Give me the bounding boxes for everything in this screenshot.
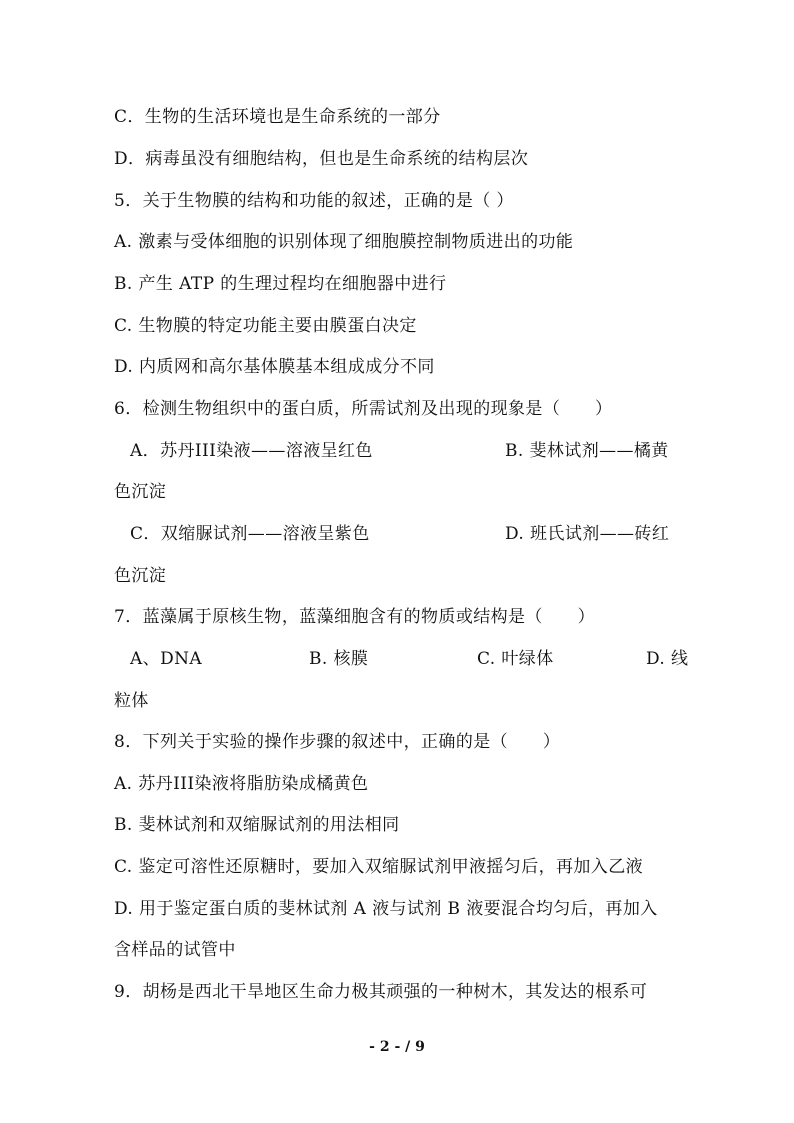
q9-stem: 9．胡杨是西北干旱地区生命力极其顽强的一种树木，其发达的根系可 bbox=[114, 982, 648, 1002]
q8-option-d: D. 用于鉴定蛋白质的斐林试剂 A 液与试剂 B 液要混合均匀后，再加入 bbox=[114, 899, 658, 919]
q6-stem: 6．检测生物组织中的蛋白质，所需试剂及出现的现象是（ ） bbox=[114, 399, 613, 419]
q8-stem: 8．下列关于实验的操作步骤的叙述中，正确的是（ ） bbox=[114, 732, 561, 752]
page-number: - 2 - / 9 bbox=[369, 1039, 425, 1055]
q5-stem: 5．关于生物膜的结构和功能的叙述，正确的是（ ） bbox=[114, 191, 514, 211]
q5-option-d: D. 内质网和高尔基体膜基本组成成分不同 bbox=[114, 357, 435, 377]
q4-option-c: C．生物的生活环境也是生命系统的一部分 bbox=[114, 107, 441, 127]
q7-option-b: B. 核膜 bbox=[309, 649, 369, 669]
q8-option-c: C. 鉴定可溶性还原糖时，要加入双缩脲试剂甲液摇匀后，再加入乙液 bbox=[114, 857, 644, 877]
q5-option-a: A. 激素与受体细胞的识别体现了细胞膜控制物质进出的功能 bbox=[114, 232, 574, 252]
q8-option-d-continued: 含样品的试管中 bbox=[114, 940, 236, 960]
q7-option-c: C. 叶绿体 bbox=[477, 649, 554, 669]
q8-option-a: A. 苏丹III染液将脂肪染成橘黄色 bbox=[114, 774, 369, 794]
q6-option-d-continued: 色沉淀 bbox=[114, 566, 167, 586]
q7-option-d: D. 线 bbox=[646, 649, 689, 669]
q7-option-d-continued: 粒体 bbox=[114, 691, 149, 711]
q6-option-b-continued: 色沉淀 bbox=[114, 482, 167, 502]
q7-stem: 7．蓝藻属于原核生物，蓝藻细胞含有的物质或结构是（ ） bbox=[114, 607, 596, 627]
q5-option-b: B. 产生 ATP 的生理过程均在细胞器中进行 bbox=[114, 274, 447, 294]
q4-option-d: D．病毒虽没有细胞结构，但也是生命系统的结构层次 bbox=[114, 149, 529, 169]
q5-option-c: C. 生物膜的特定功能主要由膜蛋白决定 bbox=[114, 316, 417, 336]
q6-option-a: A．苏丹III染液——溶液呈红色 bbox=[130, 441, 373, 461]
q6-option-c: C．双缩脲试剂——溶液呈紫色 bbox=[130, 524, 370, 544]
q6-option-b: B. 斐林试剂——橘黄 bbox=[505, 441, 669, 461]
q7-option-a: A、DNA bbox=[130, 649, 203, 669]
q8-option-b: B. 斐林试剂和双缩脲试剂的用法相同 bbox=[114, 815, 400, 835]
q6-option-d: D. 班氏试剂——砖红 bbox=[505, 524, 670, 544]
